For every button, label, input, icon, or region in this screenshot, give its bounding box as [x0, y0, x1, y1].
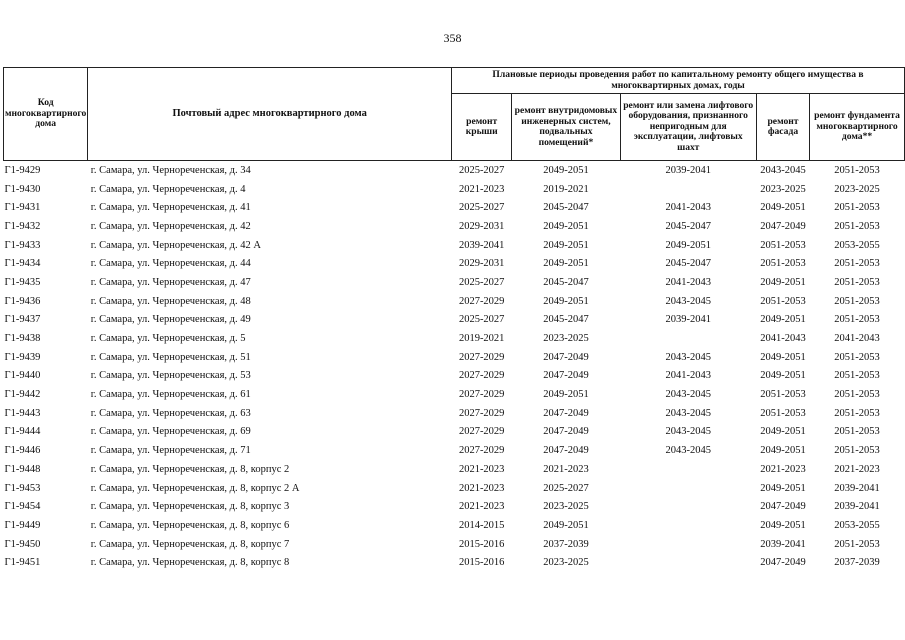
cell-facade: 2051-2053	[760, 239, 806, 251]
cell-systems: 2049-2051	[543, 389, 589, 401]
cell-roof: 2025-2027	[458, 202, 505, 214]
cell-address: г. Самара, ул. Чернореченская, д. 51	[90, 351, 251, 363]
cell-elevator	[620, 535, 756, 554]
table-row	[4, 553, 905, 572]
cell-facade: 2049-2051	[760, 445, 806, 457]
cell-code: Г1-9449	[4, 519, 41, 531]
cell-facade: 2023-2025	[760, 183, 806, 195]
table-row	[4, 348, 905, 367]
table-row	[4, 423, 905, 442]
cell-foundation: 2039-2041	[834, 501, 880, 513]
cell-systems: 2037-2039	[543, 538, 589, 550]
cell-facade: 2049-2051	[760, 202, 806, 214]
cell-systems: 2023-2025	[543, 557, 589, 569]
cell-address: г. Самара, ул. Чернореченская, д. 8, корпус 7	[90, 538, 290, 550]
cell-roof: 2025-2027	[458, 164, 505, 176]
cell-roof: 2029-2031	[458, 258, 505, 270]
cell-elevator: 2043-2045	[665, 407, 711, 419]
table-row	[4, 385, 905, 404]
cell-elevator: 2043-2045	[665, 445, 711, 457]
cell-address: г. Самара, ул. Чернореченская, д. 53	[90, 370, 251, 382]
cell-code: Г1-9446	[4, 445, 41, 457]
cell-facade: 2043-2045	[760, 164, 806, 176]
repair-schedule-table	[3, 67, 905, 572]
header-roof: ремонт крыши	[452, 94, 512, 161]
cell-foundation: 2051-2053	[834, 407, 880, 419]
cell-foundation: 2021-2023	[834, 463, 880, 475]
cell-foundation: 2051-2053	[834, 389, 880, 401]
cell-facade: 2049-2051	[760, 370, 806, 382]
cell-code: Г1-9439	[4, 351, 41, 363]
cell-foundation: 2053-2055	[834, 239, 880, 251]
cell-elevator	[620, 479, 756, 498]
cell-code: Г1-9444	[4, 426, 41, 438]
table-row	[4, 329, 905, 348]
cell-facade: 2021-2023	[760, 463, 806, 475]
table-row	[4, 254, 905, 273]
cell-code: Г1-9437	[4, 314, 41, 326]
cell-code: Г1-9433	[4, 239, 41, 251]
cell-address: г. Самара, ул. Чернореченская, д. 71	[90, 445, 251, 457]
cell-code: Г1-9451	[4, 557, 41, 569]
cell-address: г. Самара, ул. Чернореченская, д. 69	[90, 426, 251, 438]
cell-code: Г1-9453	[4, 482, 41, 494]
cell-code: Г1-9434	[4, 258, 41, 270]
cell-foundation: 2051-2053	[834, 351, 880, 363]
cell-foundation: 2051-2053	[834, 538, 880, 550]
cell-systems: 2045-2047	[543, 314, 589, 326]
table-row	[4, 273, 905, 292]
cell-address: г. Самара, ул. Чернореченская, д. 48	[90, 295, 251, 307]
cell-systems: 2019-2021	[543, 183, 589, 195]
header-facade: ремонт фасада	[756, 94, 809, 161]
cell-foundation: 2051-2053	[834, 445, 880, 457]
cell-roof: 2014-2015	[458, 519, 505, 531]
cell-address: г. Самара, ул. Чернореченская, д. 8, корпус 2	[90, 463, 290, 475]
cell-facade: 2047-2049	[760, 220, 806, 232]
cell-foundation: 2051-2053	[834, 164, 880, 176]
cell-systems: 2025-2027	[543, 482, 589, 494]
cell-address: г. Самара, ул. Чернореченская, д. 63	[90, 407, 251, 419]
header-address: Почтовый адрес многоквартирного дома	[88, 68, 452, 161]
cell-elevator	[620, 180, 756, 199]
cell-roof: 2021-2023	[458, 183, 505, 195]
cell-roof: 2039-2041	[458, 239, 505, 251]
cell-foundation: 2051-2053	[834, 314, 880, 326]
cell-systems: 2023-2025	[543, 333, 589, 345]
cell-elevator: 2049-2051	[665, 239, 711, 251]
cell-address: г. Самара, ул. Чернореченская, д. 8, корпус 8	[90, 557, 290, 569]
cell-address: г. Самара, ул. Чернореченская, д. 49	[90, 314, 251, 326]
cell-systems: 2045-2047	[543, 202, 589, 214]
cell-systems: 2049-2051	[543, 220, 589, 232]
cell-foundation: 2051-2053	[834, 295, 880, 307]
cell-elevator: 2045-2047	[665, 258, 711, 270]
cell-address: г. Самара, ул. Чернореченская, д. 44	[90, 258, 251, 270]
table-row	[4, 367, 905, 386]
cell-roof: 2021-2023	[458, 463, 505, 475]
header-group: Плановые периоды проведения работ по капитальному ремонту общего имущества в многоквартирных домах, годы	[452, 68, 905, 94]
cell-roof: 2021-2023	[458, 501, 505, 513]
cell-foundation: 2023-2025	[834, 183, 880, 195]
cell-code: Г1-9435	[4, 276, 41, 288]
cell-foundation: 2051-2053	[834, 258, 880, 270]
cell-facade: 2049-2051	[760, 276, 806, 288]
cell-facade: 2051-2053	[760, 389, 806, 401]
header-elevator: ремонт или замена лифтового оборудования, признанного непригодным для эксплуатации, лифтовых шахт	[620, 94, 756, 161]
cell-facade: 2049-2051	[760, 519, 806, 531]
cell-elevator	[620, 329, 756, 348]
cell-elevator: 2045-2047	[665, 220, 711, 232]
header-foundation: ремонт фундамента многоквартирного дома**	[810, 94, 905, 161]
cell-roof: 2025-2027	[458, 314, 505, 326]
cell-systems: 2049-2051	[543, 258, 589, 270]
cell-address: г. Самара, ул. Чернореченская, д. 8, корпус 3	[90, 501, 290, 513]
cell-foundation: 2053-2055	[834, 519, 880, 531]
cell-facade: 2041-2043	[760, 333, 806, 345]
cell-systems: 2023-2025	[543, 501, 589, 513]
cell-foundation: 2051-2053	[834, 276, 880, 288]
cell-systems: 2045-2047	[543, 276, 589, 288]
cell-address: г. Самара, ул. Чернореченская, д. 42 А	[90, 239, 261, 251]
cell-roof: 2027-2029	[458, 426, 505, 438]
cell-roof: 2027-2029	[458, 370, 505, 382]
table-row	[4, 497, 905, 516]
cell-foundation: 2051-2053	[834, 426, 880, 438]
cell-foundation: 2051-2053	[834, 220, 880, 232]
cell-roof: 2025-2027	[458, 276, 505, 288]
cell-systems: 2047-2049	[543, 351, 589, 363]
cell-code: Г1-9443	[4, 407, 41, 419]
cell-elevator: 2039-2041	[665, 314, 711, 326]
cell-address: г. Самара, ул. Чернореченская, д. 5	[90, 333, 246, 345]
cell-address: г. Самара, ул. Чернореченская, д. 8, корпус 6	[90, 519, 290, 531]
cell-elevator: 2039-2041	[665, 164, 711, 176]
cell-roof: 2027-2029	[458, 389, 505, 401]
cell-systems: 2047-2049	[543, 426, 589, 438]
cell-facade: 2049-2051	[760, 482, 806, 494]
cell-systems: 2047-2049	[543, 407, 589, 419]
table-row	[4, 292, 905, 311]
cell-foundation: 2051-2053	[834, 202, 880, 214]
cell-code: Г1-9431	[4, 202, 41, 214]
cell-address: г. Самара, ул. Чернореченская, д. 8, корпус 2 А	[90, 482, 300, 494]
cell-address: г. Самара, ул. Чернореченская, д. 47	[90, 276, 251, 288]
cell-facade: 2049-2051	[760, 314, 806, 326]
cell-code: Г1-9448	[4, 463, 41, 475]
table-row	[4, 161, 905, 180]
cell-facade: 2047-2049	[760, 557, 806, 569]
cell-facade: 2051-2053	[760, 295, 806, 307]
cell-roof: 2027-2029	[458, 295, 505, 307]
cell-foundation: 2039-2041	[834, 482, 880, 494]
cell-address: г. Самара, ул. Чернореченская, д. 4	[90, 183, 246, 195]
table-row	[4, 441, 905, 460]
cell-code: Г1-9442	[4, 389, 41, 401]
cell-code: Г1-9429	[4, 164, 41, 176]
cell-elevator: 2041-2043	[665, 276, 711, 288]
cell-address: г. Самара, ул. Чернореченская, д. 41	[90, 202, 251, 214]
cell-elevator: 2043-2045	[665, 295, 711, 307]
cell-code: Г1-9430	[4, 183, 41, 195]
cell-code: Г1-9440	[4, 370, 41, 382]
table-row	[4, 479, 905, 498]
table-body	[4, 161, 905, 573]
cell-foundation: 2037-2039	[834, 557, 880, 569]
cell-elevator: 2041-2043	[665, 370, 711, 382]
cell-facade: 2051-2053	[760, 407, 806, 419]
cell-elevator: 2043-2045	[665, 426, 711, 438]
cell-roof: 2027-2029	[458, 407, 505, 419]
cell-roof: 2021-2023	[458, 482, 505, 494]
cell-address: г. Самара, ул. Чернореченская, д. 61	[90, 389, 251, 401]
table-row	[4, 535, 905, 554]
cell-code: Г1-9436	[4, 295, 41, 307]
cell-code: Г1-9438	[4, 333, 41, 345]
cell-roof: 2027-2029	[458, 351, 505, 363]
table-row	[4, 460, 905, 479]
cell-foundation: 2051-2053	[834, 370, 880, 382]
cell-elevator	[620, 553, 756, 572]
cell-facade: 2049-2051	[760, 351, 806, 363]
cell-systems: 2047-2049	[543, 370, 589, 382]
cell-facade: 2039-2041	[760, 538, 806, 550]
page-number: 358	[443, 31, 462, 45]
header-code: Код многоквартирного дома	[4, 68, 88, 161]
cell-code: Г1-9454	[4, 501, 41, 513]
cell-elevator: 2043-2045	[665, 389, 711, 401]
cell-systems: 2049-2051	[543, 295, 589, 307]
cell-roof: 2015-2016	[458, 557, 505, 569]
cell-code: Г1-9450	[4, 538, 41, 550]
cell-systems: 2047-2049	[543, 445, 589, 457]
table-row	[4, 311, 905, 330]
header-systems: ремонт внутридомовых инженерных систем, подвальных помещений*	[512, 94, 620, 161]
cell-roof: 2019-2021	[458, 333, 505, 345]
table-row	[4, 198, 905, 217]
cell-facade: 2049-2051	[760, 426, 806, 438]
cell-address: г. Самара, ул. Чернореченская, д. 34	[90, 164, 251, 176]
cell-facade: 2047-2049	[760, 501, 806, 513]
table-row	[4, 516, 905, 535]
cell-elevator: 2043-2045	[665, 351, 711, 363]
cell-code: Г1-9432	[4, 220, 41, 232]
cell-systems: 2049-2051	[543, 164, 589, 176]
cell-facade: 2051-2053	[760, 258, 806, 270]
cell-elevator: 2041-2043	[665, 202, 711, 214]
table-row	[4, 180, 905, 199]
cell-foundation: 2041-2043	[834, 333, 880, 345]
table-row	[4, 404, 905, 423]
cell-roof: 2029-2031	[458, 220, 505, 232]
cell-systems: 2021-2023	[543, 463, 589, 475]
cell-elevator	[620, 460, 756, 479]
cell-elevator	[620, 516, 756, 535]
cell-roof: 2027-2029	[458, 445, 505, 457]
cell-roof: 2015-2016	[458, 538, 505, 550]
cell-systems: 2049-2051	[543, 519, 589, 531]
cell-address: г. Самара, ул. Чернореченская, д. 42	[90, 220, 251, 232]
cell-systems: 2049-2051	[543, 239, 589, 251]
table-row	[4, 217, 905, 236]
cell-elevator	[620, 497, 756, 516]
table-row	[4, 236, 905, 255]
